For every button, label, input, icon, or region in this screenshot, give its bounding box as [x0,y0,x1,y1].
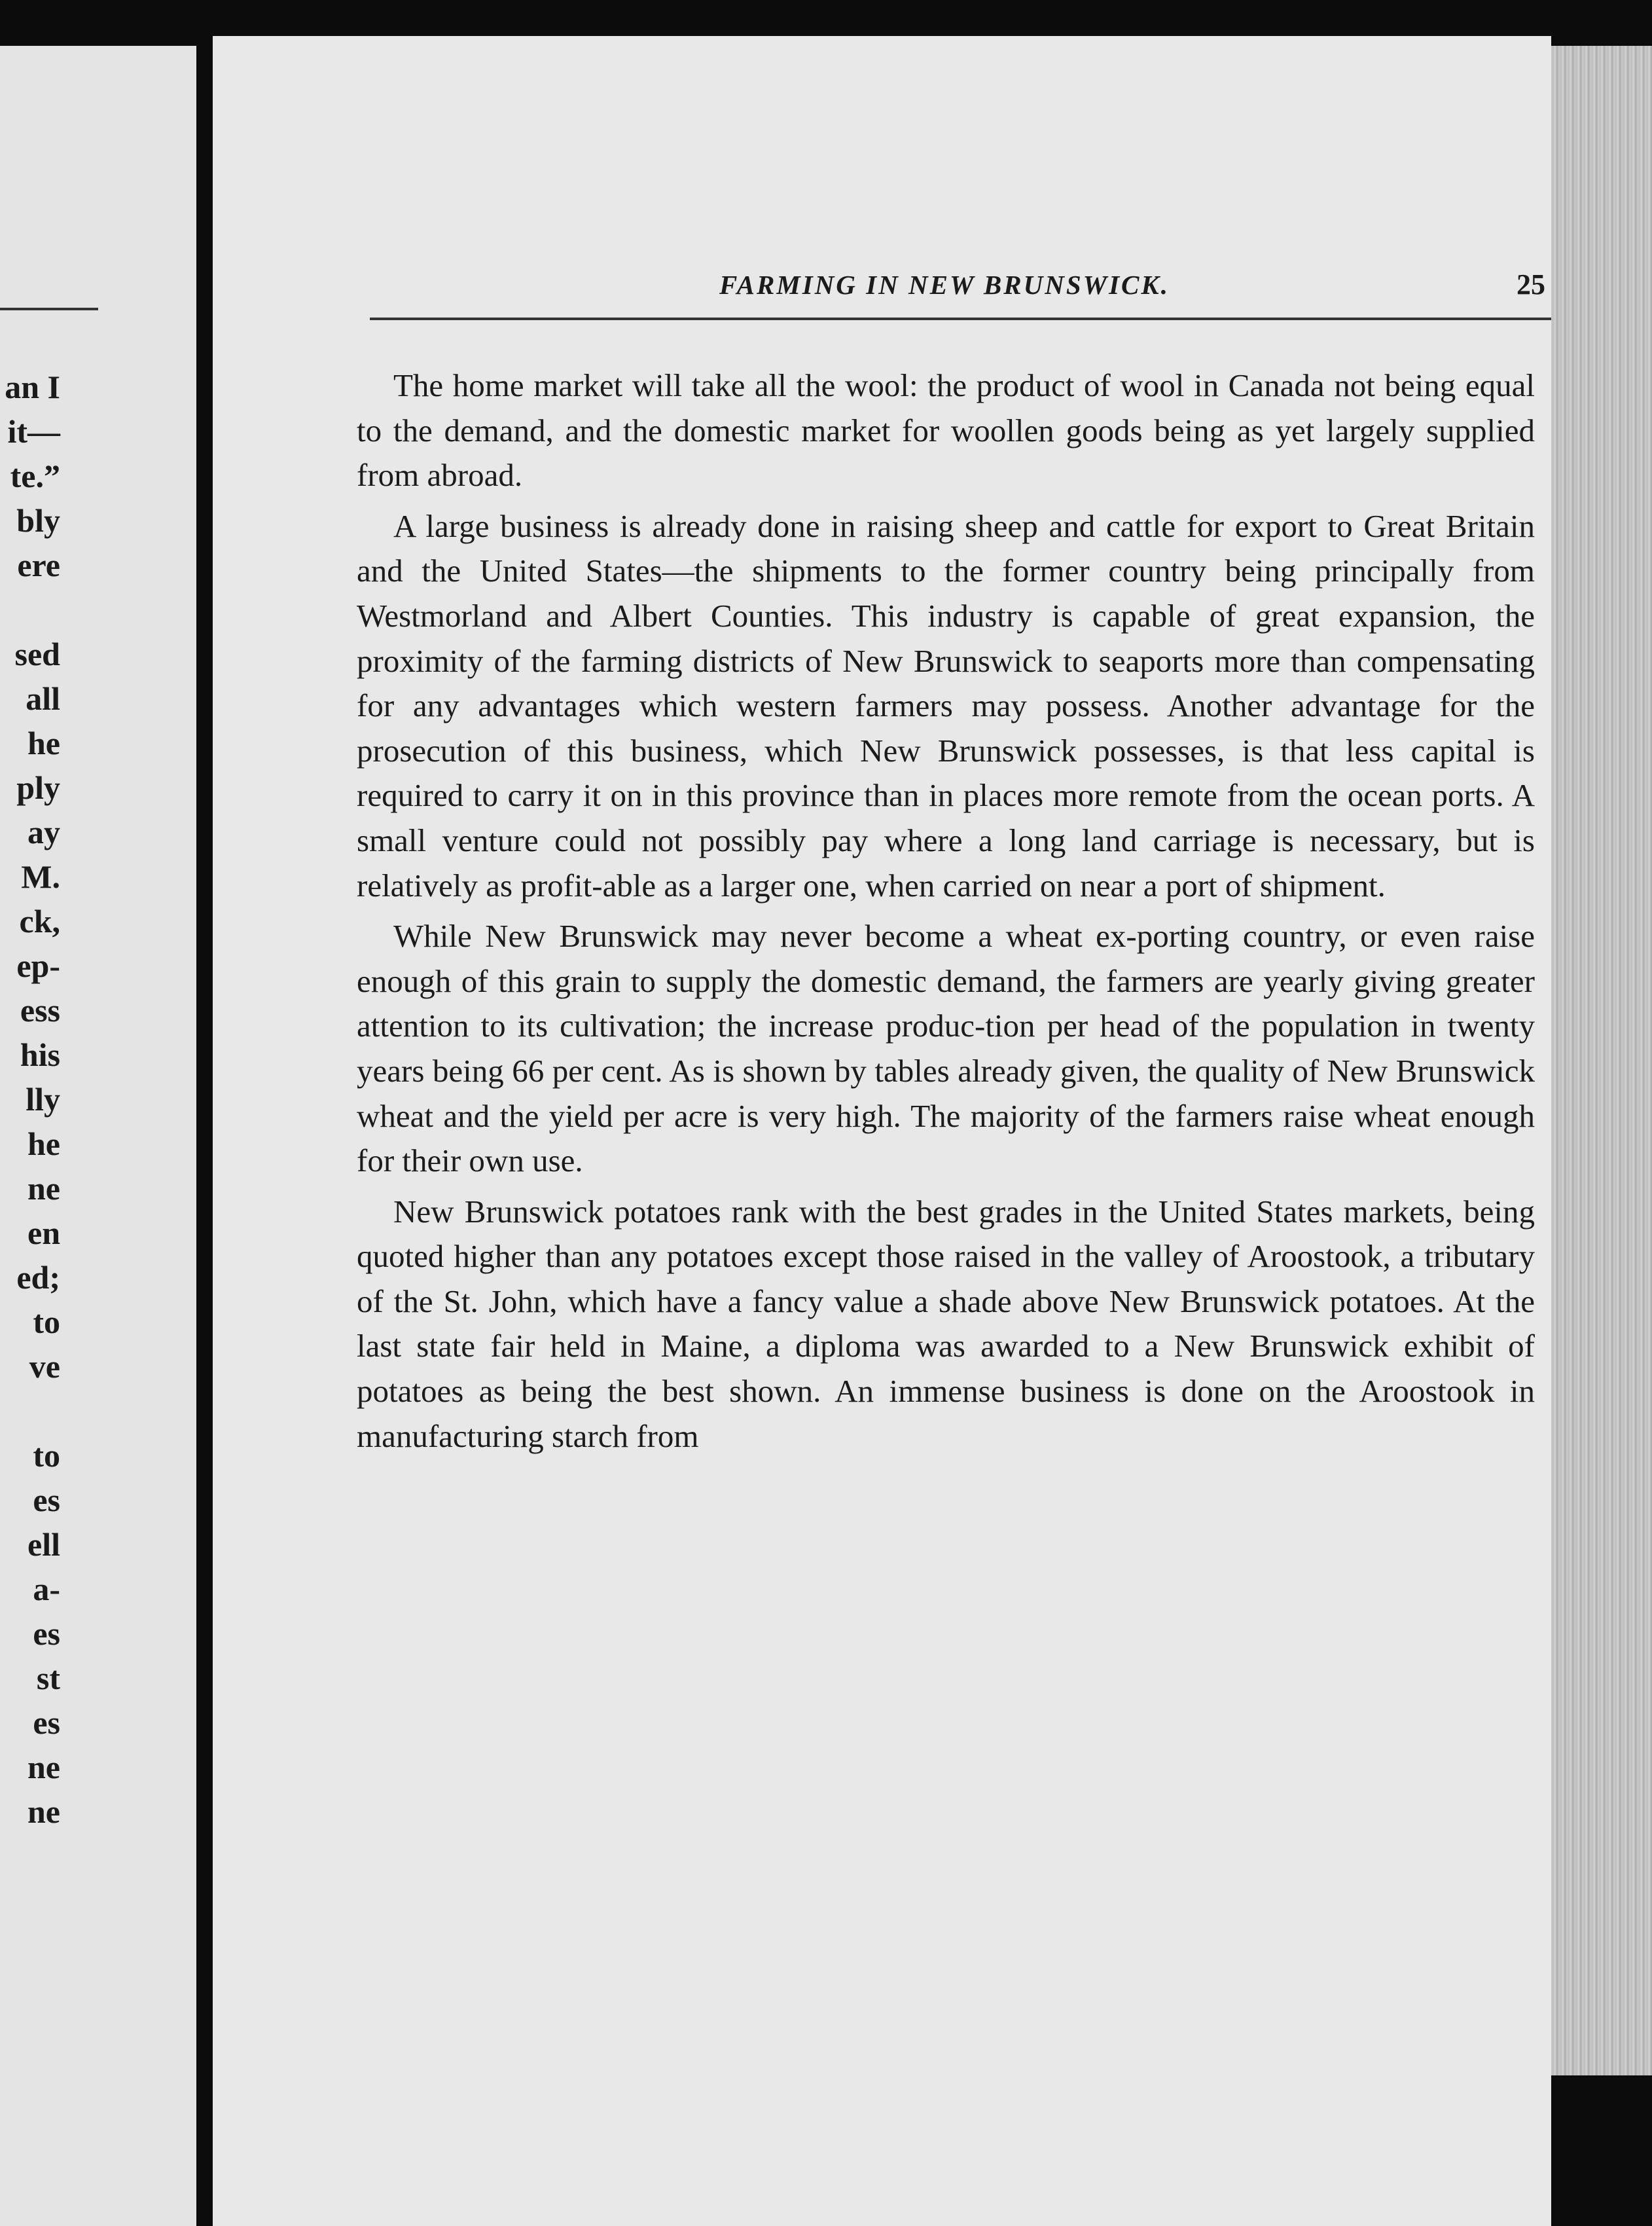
facing-line: he [27,725,60,761]
facing-line: he [27,1125,60,1162]
facing-line: it— [7,413,60,450]
facing-line: an I [5,369,60,405]
facing-line: all [26,680,60,717]
facing-line: st [36,1660,60,1696]
facing-line: ck, [19,903,60,940]
facing-line [0,1389,60,1433]
paragraph: A large business is already done in raising sheep and cattle for export to Great Britain and the United States—the shipments to the former country being principally from Westmorland and Albert Counties. This industry is capable of great expansion, the proximity of the farming districts of New Brunswick to seaports more than compensating for any advantages which western farmers may possess. Another advantage for the prosecution of this business, which New Brunswick possesses, is that less capital is required to carry it on in this province than in places more remote from the ocean ports. A small venture could not possibly pay where a long land carriage is necessary, but is relatively as profit-able as a larger one, when carried on near a port of shipment. [357,507,1535,903]
facing-line: ne [27,1749,60,1785]
facing-line: lly [26,1081,60,1118]
facing-line: ess [20,992,60,1029]
facing-line: ere [17,547,60,583]
facing-line: a- [33,1571,60,1607]
page-edges [1551,46,1652,2075]
facing-line: ve [29,1348,60,1385]
running-title: FARMING IN NEW BRUNSWICK. [719,270,1170,300]
page-edges-shadow [1551,2075,1652,2226]
running-head [344,259,1545,311]
facing-line: ne [27,1793,60,1830]
facing-line: bly [16,502,60,539]
body-text [357,363,1535,1465]
facing-line: sed [14,636,60,672]
book-page [213,36,1551,2226]
facing-line: te.” [10,458,60,494]
facing-line: es [33,1704,60,1741]
header-rule [370,318,1558,320]
facing-page [0,46,196,2226]
facing-line: ed; [16,1259,60,1296]
facing-line: es [33,1482,60,1518]
page-number: 25 [1517,268,1545,301]
paragraph: New Brunswick potatoes rank with the best grades in the United States markets, being quoted higher than any potatoes except those raised in the valley of Aroostook, a tributary of the St. John, which have a fancy value a shade above New Brunswick potatoes. At the last state fair held in Maine, a diploma was awarded to a New Brunswick exhibit of potatoes as being the best shown. An immense business is done on the Aroostook in manufacturing starch from [357,1193,1535,1454]
facing-page-rule [0,308,98,310]
facing-line: his [20,1036,60,1073]
book-gutter [196,46,213,2226]
paragraph: While New Brunswick may never become a wheat ex-porting country, or even raise enough of this grain to supply the domestic demand, the farmers are yearly giving greater attention to its cultivation; the increase produc-tion per head of the population in twenty years being 66 per cent. As is shown by tables already given, the quality of New Brunswick wheat and the yield per acre is very high. The majority of the farmers raise wheat enough for their own use. [357,918,1535,1179]
facing-line: ay [27,814,60,850]
facing-line [0,587,60,632]
facing-page-text [0,365,60,1834]
facing-line: to [33,1304,60,1340]
facing-line: ply [16,769,60,806]
facing-line: ep- [16,947,60,984]
facing-line: ne [27,1170,60,1207]
facing-line: M. [21,858,60,895]
facing-line: es [33,1615,60,1652]
facing-line: to [33,1437,60,1474]
facing-line: ell [27,1526,60,1563]
paragraph: The home market will take all the wool: the product of wool in Canada not being equal to the demand, and the domestic market for woollen goods being as yet largely supplied from abroad. [357,367,1535,494]
facing-line: en [27,1214,60,1251]
